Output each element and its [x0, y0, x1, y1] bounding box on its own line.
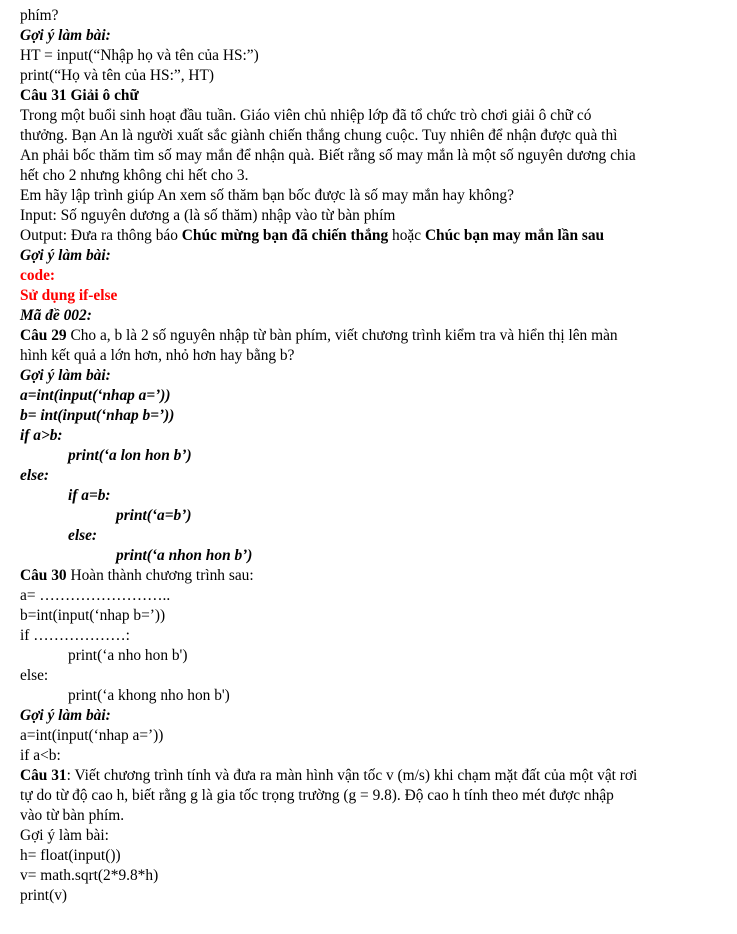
text-line: tự do từ độ cao h, biết rằng g là gia tốc trọng trường (g = 9.8). Độ cao h tính theo mét được nhập — [20, 787, 614, 804]
code-line: print(‘a khong nho hon b') — [68, 687, 230, 704]
text-run: hoặc — [388, 227, 425, 244]
code-line: HT = input(“Nhập họ và tên của HS:”) — [20, 47, 259, 64]
text-run-bold: Chúc bạn may mắn lần sau — [424, 227, 605, 244]
code-line: print(‘a lon hon b’) — [68, 447, 192, 464]
code-label: code: — [20, 267, 56, 284]
question-heading: Câu 31 Giải ô chữ — [20, 87, 139, 104]
text-run: Cho a, b là 2 số nguyên nhập từ bàn phím, viết chương trình kiểm tra và hiển thị lên màn — [66, 327, 618, 344]
text-line: Input: Số nguyên dương a (là số thăm) nhập vào từ bàn phím — [20, 207, 396, 224]
question-number: Câu 30 — [20, 567, 67, 584]
text-line: Trong một buổi sinh hoạt đầu tuần. Giáo viên chủ nhiệp lớp đã tổ chức trò chơi giải ô chữ có — [20, 107, 592, 124]
text-line: Em hãy lập trình giúp An xem số thăm bạn bốc được là số may mắn hay không? — [20, 187, 514, 204]
code-line: print(‘a nho hon b') — [68, 647, 188, 664]
text-run: Hoàn thành chương trình sau: — [66, 567, 254, 584]
code-line: b= int(input(‘nhap b=’)) — [20, 407, 175, 424]
text-line: An phải bốc thăm tìm số may mắn để nhận quà. Biết rằng số may mắn là một số nguyên dương chia — [20, 147, 636, 164]
code-line: else: — [20, 667, 49, 684]
code-line: print(‘a=b’) — [116, 507, 192, 524]
code-line: a=int(input(‘nhap a=’)) — [20, 387, 171, 404]
question-number: Câu 31 — [20, 767, 67, 784]
code-line: if ………………: — [20, 627, 130, 644]
code-line: print(‘a nhon hon b’) — [116, 547, 253, 564]
code-line: a= …………………….. — [20, 587, 171, 604]
text-line — [20, 566, 254, 586]
code-line: else: — [20, 467, 50, 484]
hint-heading: Gợi ý làm bài: — [20, 707, 111, 724]
hint-heading: Gợi ý làm bài: — [20, 247, 111, 264]
text-line: vào từ bàn phím. — [20, 807, 125, 824]
text-line — [20, 226, 604, 246]
code-line: a=int(input(‘nhap a=’)) — [20, 727, 164, 744]
hint-heading: Gợi ý làm bài: — [20, 27, 111, 44]
text-line: hết cho 2 nhưng không chi hết cho 3. — [20, 167, 249, 184]
hint-heading-plain: Gợi ý làm bài: — [20, 827, 109, 844]
text-run: : Viết chương trình tính và đưa ra màn hình vận tốc v (m/s) khi chạm mặt đất của một vật rơi — [66, 767, 638, 784]
code-line: v= math.sqrt(2*9.8*h) — [20, 867, 159, 884]
exam-code-heading: Mã đề 002: — [20, 307, 92, 324]
hint-heading: Gợi ý làm bài: — [20, 367, 111, 384]
text-line: phím? — [20, 7, 59, 24]
text-run: Output: Đưa ra thông báo — [20, 227, 182, 244]
code-line: else: — [68, 527, 98, 544]
code-line: b=int(input(‘nhap b=’)) — [20, 607, 166, 624]
code-line: h= float(input()) — [20, 847, 121, 864]
text-line: hình kết quả a lớn hơn, nhỏ hơn hay bằng b? — [20, 347, 295, 364]
question-number: Câu 29 — [20, 327, 67, 344]
text-line — [20, 766, 637, 786]
text-run-bold: Chúc mừng bạn đã chiến thắng — [181, 227, 389, 244]
section-note: Sử dụng if-else — [20, 287, 118, 304]
code-line: if a>b: — [20, 427, 63, 444]
code-line: if a<b: — [20, 747, 61, 764]
code-line: print(v) — [20, 887, 68, 904]
code-line: print(“Họ và tên của HS:”, HT) — [20, 67, 215, 84]
code-line: if a=b: — [68, 487, 111, 504]
text-line — [20, 326, 618, 346]
text-line: thưởng. Bạn An là người xuất sắc giành chiến thắng chung cuộc. Tuy nhiên để nhận được quà thì — [20, 127, 618, 144]
